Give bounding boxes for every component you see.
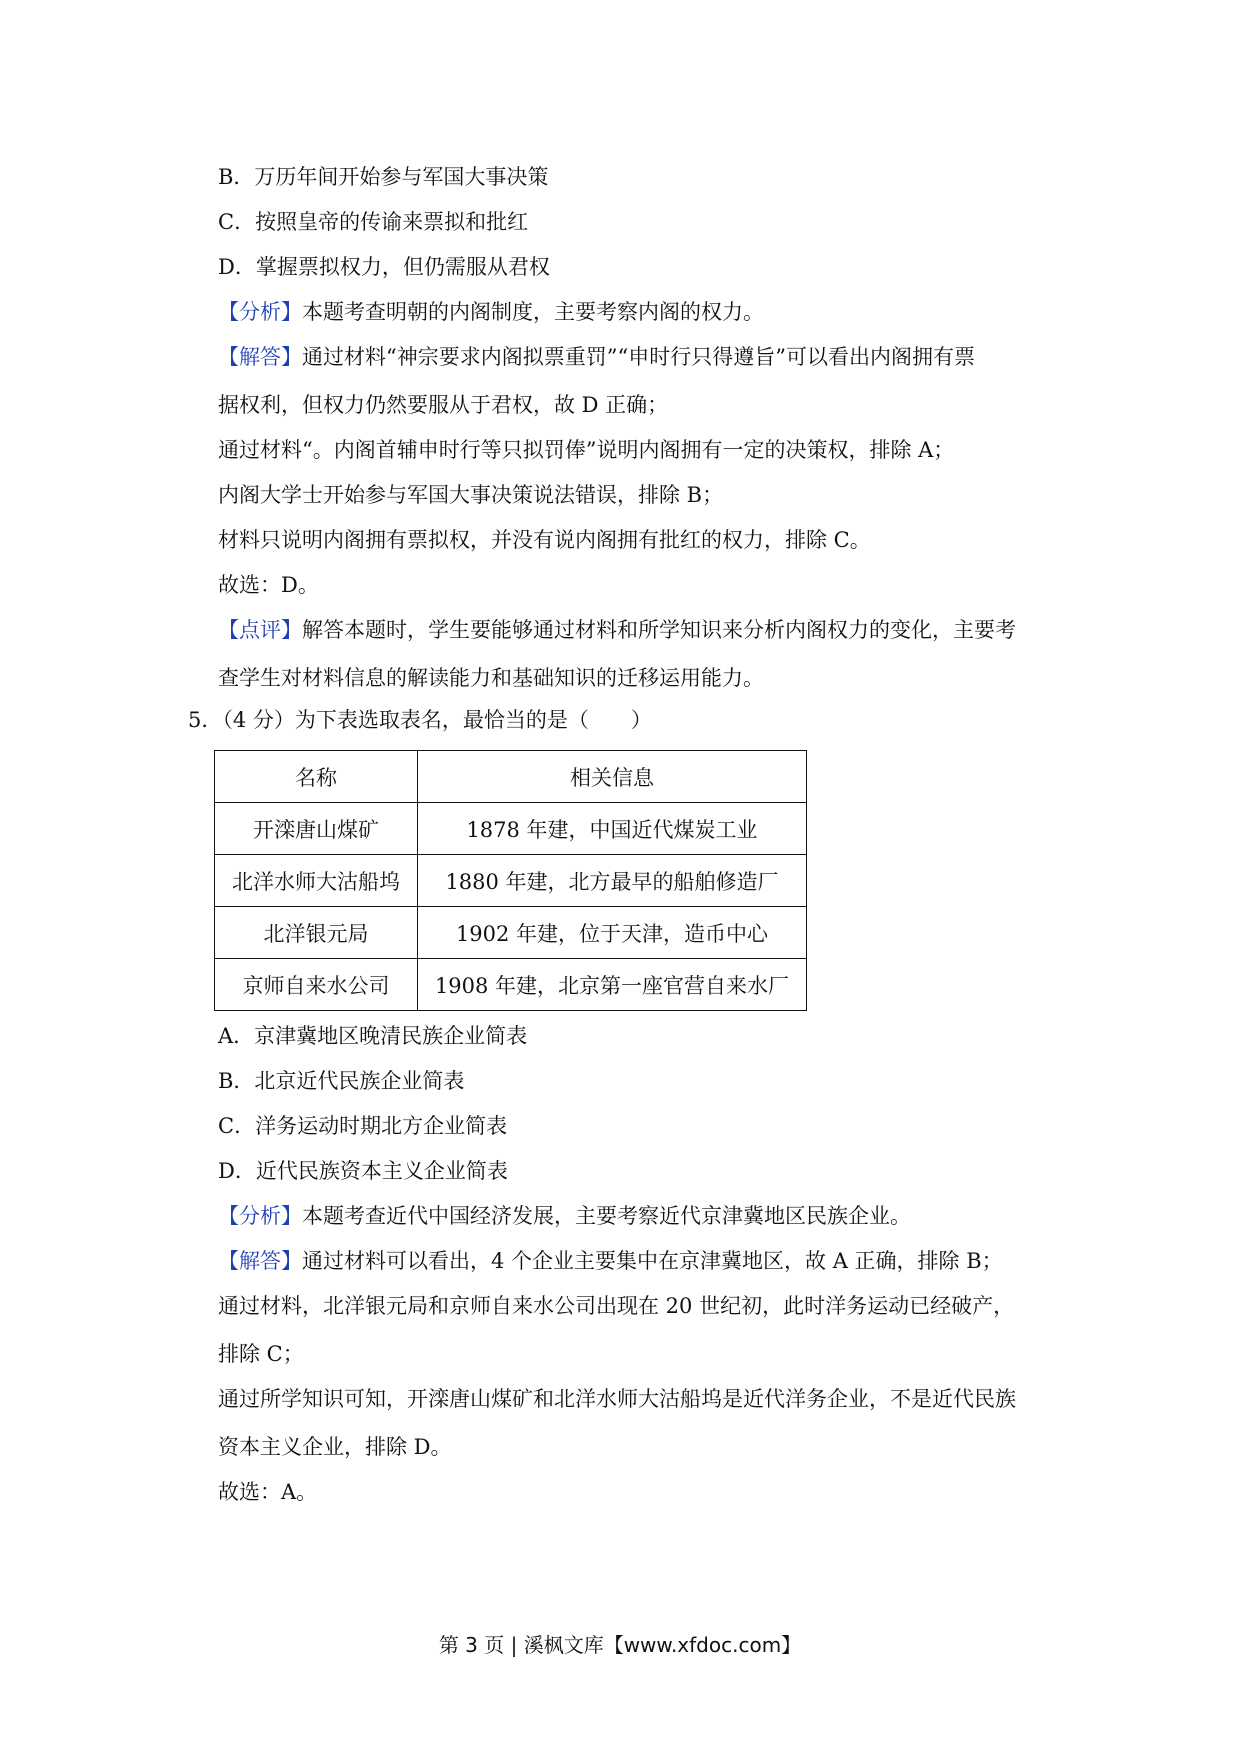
table-row (215, 803, 807, 855)
table-row (215, 959, 807, 1011)
table-cell: 北洋水师大沽船坞 (215, 855, 418, 907)
table-cell: 1908 年建，北京第一座官营自来水厂 (418, 959, 807, 1011)
q5-table (214, 750, 807, 1011)
table-header-row (215, 751, 807, 803)
answer-tag: 【解答】 (218, 1249, 302, 1273)
comment-text: 解答本题时，学生要能够通过材料和所学知识来分析内阁权力的变化，主要考 (302, 618, 1016, 642)
q4-option-b: B．万历年间开始参与军国大事决策 (218, 165, 549, 189)
table-cell: 1880 年建，北方最早的船舶修造厂 (418, 855, 807, 907)
analysis-tag: 【分析】 (218, 300, 302, 324)
table-cell: 北洋银元局 (215, 907, 418, 959)
analysis-tag: 【分析】 (218, 1204, 302, 1228)
table-row (215, 907, 807, 959)
q5-stem: 5．（4 分）为下表选取表名，最恰当的是（ ） (188, 708, 652, 732)
q4-comment-line-2: 查学生对材料信息的解读能力和基础知识的迁移运用能力。 (218, 666, 764, 690)
table-header-cell: 相关信息 (418, 751, 807, 803)
q4-answer-line-5: 材料只说明内阁拥有票拟权，并没有说内阁拥有批红的权力，排除 C。 (218, 528, 871, 552)
table-cell: 开滦唐山煤矿 (215, 803, 418, 855)
q4-answer-line-6: 故选：D。 (218, 573, 319, 597)
table-cell: 京师自来水公司 (215, 959, 418, 1011)
table-cell: 1878 年建，中国近代煤炭工业 (418, 803, 807, 855)
answer-text: 通过材料“神宗要求内阁拟票重罚”“申时行只得遵旨”可以看出内阁拥有票 (302, 345, 975, 369)
analysis-text: 本题考查明朝的内阁制度，主要考察内阁的权力。 (302, 300, 764, 324)
page-footer: 第 3 页 | 溪枫文库【www.xfdoc.com】 (438, 1633, 802, 1657)
q5-analysis (218, 1202, 911, 1230)
table-header-cell: 名称 (215, 751, 418, 803)
analysis-text: 本题考查近代中国经济发展，主要考察近代京津冀地区民族企业。 (302, 1204, 911, 1228)
q5-option-b: B．北京近代民族企业简表 (218, 1069, 465, 1093)
q4-answer-line-2: 据权利，但权力仍然要服从于君权，故 D 正确； (218, 393, 669, 417)
q5-answer-line-1 (218, 1247, 1003, 1275)
q5-option-a: A．京津冀地区晚清民族企业简表 (218, 1024, 528, 1048)
q5-answer-line-5: 资本主义企业，排除 D。 (218, 1435, 452, 1459)
q5-answer-line-4: 通过所学知识可知，开滦唐山煤矿和北洋水师大沽船坞是近代洋务企业，不是近代民族 (218, 1387, 1016, 1411)
q5-answer-line-2: 通过材料，北洋银元局和京师自来水公司出现在 20 世纪初，此时洋务运动已经破产， (218, 1294, 1015, 1318)
q4-answer-line-4: 内阁大学士开始参与军国大事决策说法错误，排除 B； (218, 483, 724, 507)
q5-answer-line-3: 排除 C； (218, 1342, 304, 1366)
comment-tag: 【点评】 (218, 618, 302, 642)
table-row (215, 855, 807, 907)
table-cell: 1902 年建，位于天津，造币中心 (418, 907, 807, 959)
q4-option-c: C．按照皇帝的传谕来票拟和批红 (218, 210, 529, 234)
q4-option-d: D．掌握票拟权力，但仍需服从君权 (218, 255, 550, 279)
answer-text: 通过材料可以看出，4 个企业主要集中在京津冀地区，故 A 正确，排除 B； (302, 1249, 1003, 1273)
q4-answer-line-3: 通过材料“。内阁首辅申时行等只拟罚俸”说明内阁拥有一定的决策权，排除 A； (218, 438, 955, 462)
q4-comment-line-1 (218, 616, 1016, 644)
answer-tag: 【解答】 (218, 345, 302, 369)
q5-option-c: C．洋务运动时期北方企业简表 (218, 1114, 508, 1138)
q4-analysis (218, 298, 764, 326)
q5-answer-line-6: 故选：A。 (218, 1480, 318, 1504)
q5-option-d: D．近代民族资本主义企业简表 (218, 1159, 508, 1183)
q4-answer-line-1 (218, 343, 975, 371)
